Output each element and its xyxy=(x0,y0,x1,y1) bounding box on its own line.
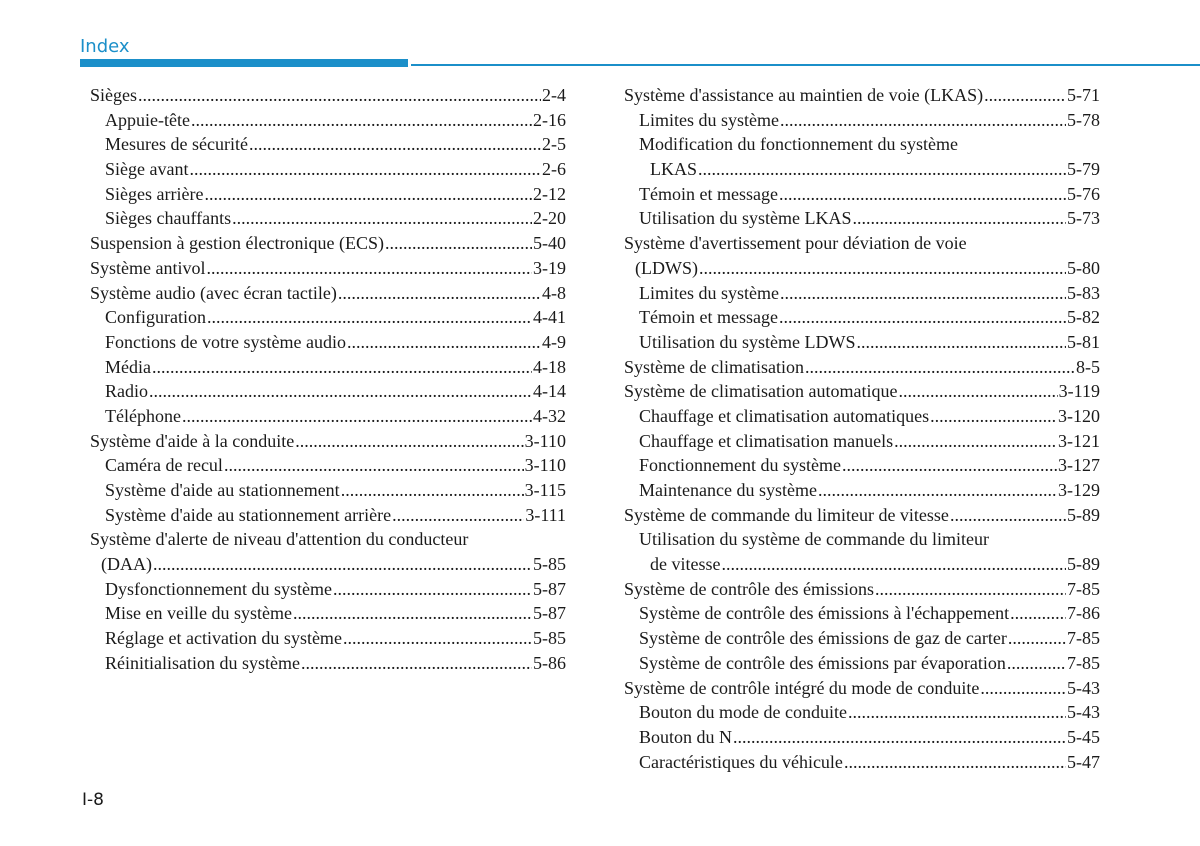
dot-leader xyxy=(898,379,1057,404)
index-term: Système de contrôle intégré du mode de conduite xyxy=(624,677,980,698)
index-entry xyxy=(90,379,566,404)
index-term: Réinitialisation du système xyxy=(105,652,300,673)
index-term: Système d'alerte de niveau d'attention du conducteur xyxy=(90,529,469,550)
dot-leader xyxy=(149,379,532,404)
index-term: Caractéristiques du véhicule xyxy=(639,751,843,772)
dot-leader xyxy=(856,330,1066,355)
dot-leader xyxy=(984,83,1066,108)
index-entry xyxy=(624,83,1100,108)
index-column-left xyxy=(90,83,566,676)
dot-leader xyxy=(153,552,532,577)
index-entry xyxy=(624,330,1100,355)
dot-leader xyxy=(980,676,1066,701)
index-term: (DAA) xyxy=(101,554,152,575)
index-entry xyxy=(624,132,1100,157)
index-term: Système de contrôle des émissions par évaporation xyxy=(639,652,1006,673)
dot-leader xyxy=(301,651,532,676)
index-term: Chauffage et climatisation automatiques xyxy=(639,405,930,426)
index-entry xyxy=(90,404,566,429)
dot-leader xyxy=(392,503,524,528)
index-term: Sièges chauffants xyxy=(105,208,232,229)
index-page-ref: 5-87 xyxy=(533,603,566,624)
index-term: Réglage et activation du système xyxy=(105,628,342,649)
index-page-ref: 7-85 xyxy=(1067,628,1100,649)
index-term: Système d'aide à la conduite xyxy=(90,430,295,451)
index-page-ref: 4-8 xyxy=(542,282,566,303)
index-page-ref: 7-86 xyxy=(1067,603,1100,624)
dot-leader xyxy=(207,256,533,281)
index-term: Bouton du N xyxy=(639,726,733,747)
index-term: Dysfonctionnement du système xyxy=(105,578,332,599)
index-entry xyxy=(624,404,1100,429)
dot-leader xyxy=(249,132,541,157)
index-term: Caméra de recul xyxy=(105,455,223,476)
index-term: Système audio (avec écran tactile) xyxy=(90,282,337,303)
index-entry xyxy=(90,651,566,676)
index-entry xyxy=(90,108,566,133)
index-term: Suspension à gestion électronique (ECS) xyxy=(90,233,384,254)
index-page-ref: 7-85 xyxy=(1067,578,1100,599)
index-term: Utilisation du système de commande du limiteur xyxy=(639,529,989,550)
dot-leader xyxy=(152,355,532,380)
index-term: Témoin et message xyxy=(639,307,778,328)
index-page-ref: 5-43 xyxy=(1067,677,1100,698)
index-term: Système de contrôle des émissions xyxy=(624,578,874,599)
index-term: Système d'aide au stationnement arrière xyxy=(105,504,392,525)
index-entry xyxy=(624,305,1100,330)
index-page-ref: 5-86 xyxy=(533,652,566,673)
index-entry xyxy=(90,552,566,577)
index-term: Système de climatisation xyxy=(624,356,804,377)
dot-leader xyxy=(385,231,532,256)
dot-leader xyxy=(875,577,1066,602)
dot-leader xyxy=(191,108,532,133)
index-term: Limites du système xyxy=(639,282,779,303)
index-entry xyxy=(90,305,566,330)
index-entry xyxy=(624,157,1100,182)
index-page-ref: 3-110 xyxy=(524,455,566,476)
index-entry xyxy=(624,552,1100,577)
index-entry xyxy=(624,651,1100,676)
dot-leader xyxy=(950,503,1066,528)
index-entry xyxy=(90,206,566,231)
dot-leader xyxy=(894,429,1057,454)
page-number: I-8 xyxy=(82,790,104,810)
index-term: LKAS xyxy=(650,159,698,180)
index-entry xyxy=(624,700,1100,725)
index-term: Média xyxy=(105,356,151,377)
index-page-ref: 5-85 xyxy=(533,628,566,649)
index-page-ref: 2-16 xyxy=(533,109,566,130)
dot-leader xyxy=(204,182,532,207)
index-term: Sièges arrière xyxy=(105,183,204,204)
index-page-ref: 5-82 xyxy=(1067,307,1100,328)
dot-leader xyxy=(779,305,1066,330)
index-term: Siège avant xyxy=(105,159,189,180)
dot-leader xyxy=(1010,601,1066,626)
index-page-ref: 8-5 xyxy=(1076,356,1100,377)
index-term: Chauffage et climatisation manuels xyxy=(639,430,894,451)
index-page-ref: 3-119 xyxy=(1058,381,1100,402)
index-page-ref: 4-18 xyxy=(533,356,566,377)
index-entry xyxy=(90,453,566,478)
dot-leader xyxy=(207,305,532,330)
index-page-ref: 2-20 xyxy=(533,208,566,229)
index-entry xyxy=(624,108,1100,133)
index-entry xyxy=(624,676,1100,701)
index-entry xyxy=(90,83,566,108)
dot-leader xyxy=(780,108,1066,133)
index-entry xyxy=(90,132,566,157)
dot-leader xyxy=(293,601,532,626)
index-term: Modification du fonctionnement du système xyxy=(639,134,958,155)
index-entry xyxy=(90,601,566,626)
index-term: Maintenance du système xyxy=(639,480,817,500)
index-page-ref: 5-73 xyxy=(1067,208,1100,229)
index-entry xyxy=(624,626,1100,651)
index-page-ref: 4-41 xyxy=(533,307,566,328)
index-term: Système de contrôle des émissions à l'échappement xyxy=(639,603,1010,624)
index-entry xyxy=(624,725,1100,750)
dot-leader xyxy=(779,182,1066,207)
index-page-ref: 4-14 xyxy=(533,381,566,402)
index-page-ref: 5-76 xyxy=(1067,183,1100,204)
index-page-ref: 5-79 xyxy=(1067,159,1100,180)
dot-leader xyxy=(224,453,524,478)
index-term: Fonctionnement du système xyxy=(639,455,841,476)
dot-leader xyxy=(182,404,532,429)
index-term: Système d'aide au stationnement xyxy=(105,480,340,500)
index-page-ref: 3-120 xyxy=(1058,405,1100,426)
index-entry xyxy=(90,182,566,207)
index-entry xyxy=(90,355,566,380)
index-term: Fonctions de votre système audio xyxy=(105,331,346,352)
index-page-ref: 2-4 xyxy=(542,85,566,105)
dot-leader xyxy=(1007,651,1066,676)
index-page-ref: 5-40 xyxy=(533,233,566,254)
index-page-ref: 2-12 xyxy=(533,183,566,204)
index-page-ref: 4-9 xyxy=(542,331,566,352)
index-page-ref: 5-45 xyxy=(1067,726,1100,747)
index-entry xyxy=(624,577,1100,602)
index-entry xyxy=(624,231,1100,256)
index-page-ref: 5-43 xyxy=(1067,702,1100,723)
index-page-ref: 5-89 xyxy=(1067,554,1100,575)
index-page-ref: 2-6 xyxy=(542,159,566,180)
index-term: Configuration xyxy=(105,307,206,328)
index-entry xyxy=(624,750,1100,775)
dot-leader xyxy=(699,256,1066,281)
index-entry xyxy=(90,503,566,528)
dot-leader xyxy=(733,725,1066,750)
index-page-ref: 3-121 xyxy=(1058,430,1100,451)
index-term: Bouton du mode de conduite xyxy=(639,702,847,723)
header-rule-thick xyxy=(80,59,408,67)
dot-leader xyxy=(341,478,524,503)
dot-leader xyxy=(853,206,1067,231)
index-term: de vitesse xyxy=(650,554,721,575)
index-term: Utilisation du système LKAS xyxy=(639,208,852,229)
index-page-ref: 5-71 xyxy=(1067,85,1100,105)
dot-leader xyxy=(930,404,1057,429)
index-term: Système d'assistance au maintien de voie (LKAS) xyxy=(624,85,984,105)
index-entry xyxy=(624,478,1100,503)
index-entry xyxy=(90,256,566,281)
index-entry xyxy=(624,206,1100,231)
index-page-ref: 3-129 xyxy=(1058,480,1100,500)
index-page-ref: 2-5 xyxy=(542,134,566,155)
index-entry xyxy=(90,429,566,454)
index-term: Témoin et message xyxy=(639,183,778,204)
index-page-ref: 3-111 xyxy=(525,504,566,525)
index-entry xyxy=(624,503,1100,528)
index-page-ref: 5-87 xyxy=(533,578,566,599)
index-term: Mise en veille du système xyxy=(105,603,292,624)
index-page-ref: 5-83 xyxy=(1067,282,1100,303)
index-term: Limites du système xyxy=(639,109,779,130)
index-entry xyxy=(90,231,566,256)
index-term: Mesures de sécurité xyxy=(105,134,248,155)
index-entry xyxy=(624,453,1100,478)
index-entry xyxy=(624,355,1100,380)
index-page-ref: 3-19 xyxy=(533,257,566,278)
index-term: Sièges xyxy=(90,85,137,105)
index-term: Radio xyxy=(105,381,148,402)
index-term: Système de climatisation automatique xyxy=(624,381,898,402)
index-page-ref: 3-115 xyxy=(524,480,566,500)
index-entry xyxy=(624,527,1100,552)
index-entry xyxy=(90,281,566,306)
index-page-ref: 5-81 xyxy=(1067,331,1100,352)
index-term: (LDWS) xyxy=(635,257,698,278)
index-entry xyxy=(624,182,1100,207)
index-page-ref: 5-78 xyxy=(1067,109,1100,130)
dot-leader xyxy=(343,626,532,651)
section-title: Index xyxy=(80,36,130,57)
index-entry xyxy=(90,478,566,503)
dot-leader xyxy=(818,478,1057,503)
index-page-ref: 3-110 xyxy=(524,430,566,451)
index-entry xyxy=(90,157,566,182)
index-entry xyxy=(90,527,566,552)
index-page-ref: 5-80 xyxy=(1067,257,1100,278)
index-page-ref: 7-85 xyxy=(1067,652,1100,673)
index-entry xyxy=(90,577,566,602)
index-term: Appuie-tête xyxy=(105,109,190,130)
index-page-ref: 4-32 xyxy=(533,405,566,426)
dot-leader xyxy=(338,281,541,306)
index-entry xyxy=(624,429,1100,454)
index-entry xyxy=(624,256,1100,281)
dot-leader xyxy=(721,552,1066,577)
dot-leader xyxy=(333,577,532,602)
dot-leader xyxy=(698,157,1066,182)
index-page-ref: 5-89 xyxy=(1067,504,1100,525)
index-term: Téléphone xyxy=(105,405,181,426)
index-entry xyxy=(90,626,566,651)
index-column-right xyxy=(624,83,1100,774)
dot-leader xyxy=(1008,626,1066,651)
index-entry xyxy=(90,330,566,355)
dot-leader xyxy=(780,281,1066,306)
dot-leader xyxy=(347,330,541,355)
index-term: Système de commande du limiteur de vitesse xyxy=(624,504,949,525)
index-page-ref: 5-47 xyxy=(1067,751,1100,772)
index-term: Système de contrôle des émissions de gaz de carter xyxy=(639,628,1007,649)
dot-leader xyxy=(844,750,1066,775)
index-page-ref: 3-127 xyxy=(1058,455,1100,476)
dot-leader xyxy=(805,355,1075,380)
dot-leader xyxy=(848,700,1066,725)
dot-leader xyxy=(842,453,1057,478)
index-entry xyxy=(624,601,1100,626)
header-rule-thin xyxy=(411,64,1200,66)
index-entry xyxy=(624,281,1100,306)
dot-leader xyxy=(232,206,532,231)
index-term: Système antivol xyxy=(90,257,206,278)
index-entry xyxy=(624,379,1100,404)
index-page-ref: 5-85 xyxy=(533,554,566,575)
dot-leader xyxy=(138,83,541,108)
index-term: Utilisation du système LDWS xyxy=(639,331,856,352)
dot-leader xyxy=(189,157,541,182)
index-term: Système d'avertissement pour déviation de voie xyxy=(624,233,967,254)
dot-leader xyxy=(295,429,523,454)
